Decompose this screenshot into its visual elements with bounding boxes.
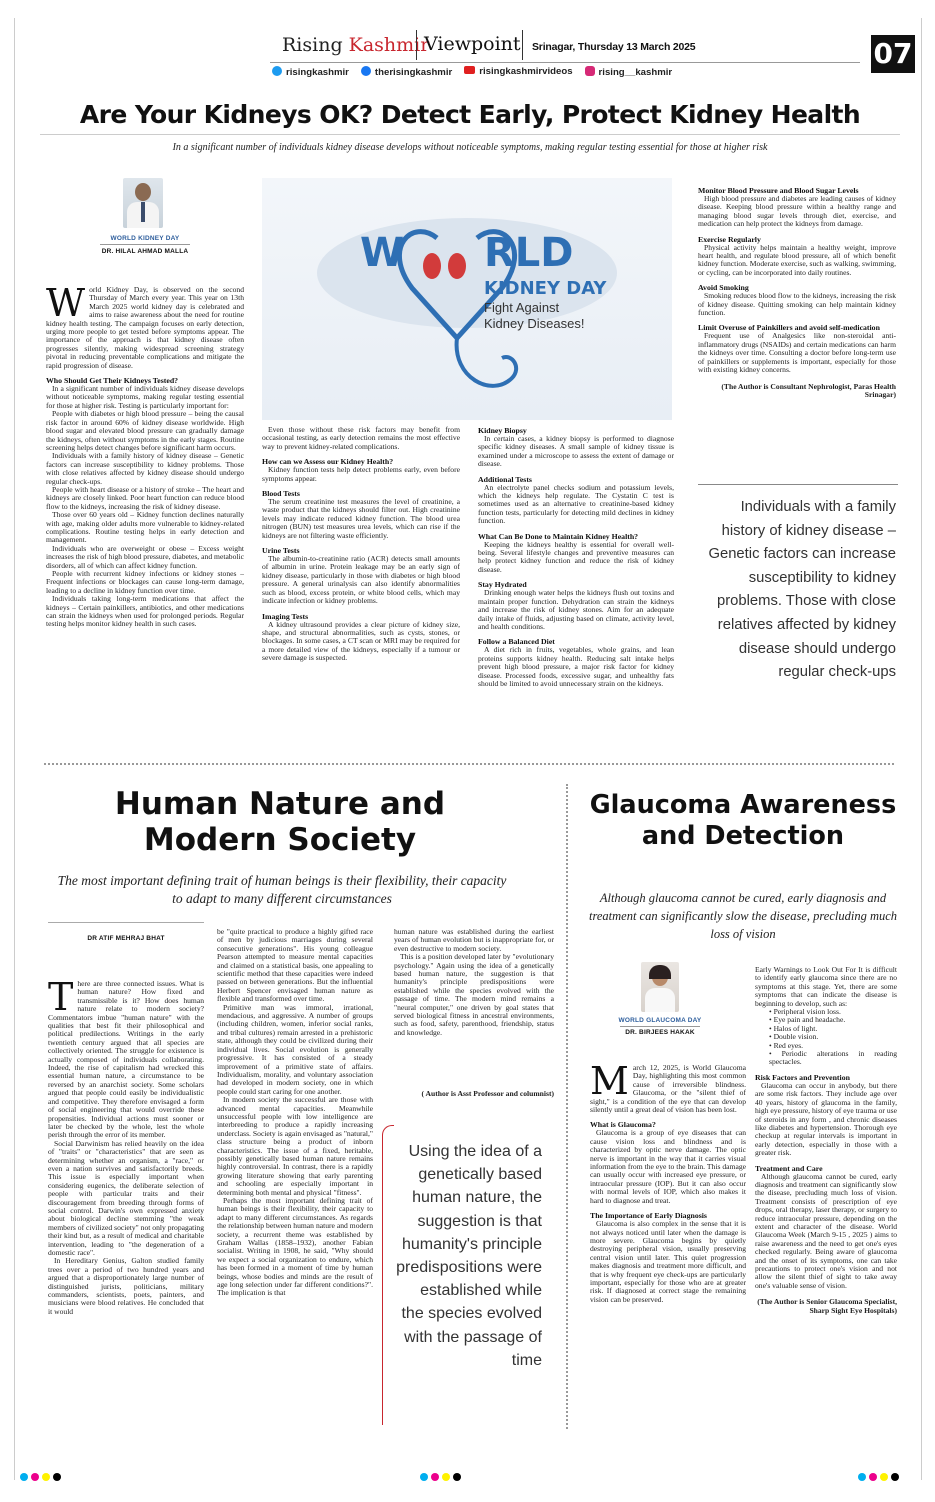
kidney-headline: Are Your Kidneys OK? Detect Early, Protect Kidney Health	[79, 100, 861, 129]
world-kidney-day-graphic	[262, 178, 672, 420]
facebook-icon	[361, 66, 371, 76]
list-item: • Peripheral vision loss.	[769, 1007, 841, 1017]
human-nature-col1-text: here are three connected issues. What is human nature? How fixed and transmissible is it? How does human nature relate to modern society? Commentators imbue "human nature" with the qualities that best fit their philosophical and political predilections. Writings in the early twentieth century argued that all species are collectively oriented. The struggle for existence is actually composed of individuals collaborating. Indeed, the rise of capitalism had wrecked this essential human nature, a circumstance to be reversed by an anarchist society. Some scholars argued that people could easily be individualistic and competitive. They therefore envisaged a form of social engineering that would override these propensities. Individual actions must sooner or later be checked by the whole, lest the whole perish through the error of its member. Social Darwinism has relied heavily on the idea of "traits" or "characteristics" that are seen as determining whether an organism, a "race," or even a nation survives and satisfactorily breeds. This issue is especially important when considering eugenics, the deliberate selection of people with particular traits and their discouragement from breeding through forms of social control. Darwin's own expressed anxiety about biological decline stemming "the weak members of civilized society" not only propagating their kind but, as a result of medical and charitable intervention, leading to "the degeneration of a domestic race". In Hereditary Genius, Galton studied family trees over a period of two hundred years and argued that a disproportionately large number of distinguished jurists, politicians, military commanders, scientists, poets, painters, and musicians were blood relatives. He concluded that it would	[48, 980, 204, 1316]
registration-marks-center	[420, 1466, 464, 1485]
brand-logo	[282, 34, 429, 56]
human-nature-col2-text: be "quite practical to produce a highly gifted race of men by judicious marriages during several consecutive generations". His young colleague Pearson attempted to measure mental capacities and claimed on a statistical basis, one appealing to scientific method that these capacities were indeed passed on between generations. But the influential Herbert Spencer envisaged human nature as flexible and transformed over time. Primitive man was immoral, irrational, mendacious, and aggressive. A number of groups (including children, women, inferior social ranks, and tribal cultures) remain arrested in a prehistoric state, although they could be civilized during their individual lives. Social evolution is generally progressive. It has consisted of a steady improvement of a primitive state of affairs. Individualism, morality, and voluntary association had developed in modern society, one in which people could start caring for one another. In modern society the successful are those with advanced mental capacities. Meanwhile unsuccessful people with low intelligence are interbreeding to produce a rapidly increasing underclass. Society is again envisaged as "natural," class structure being a product of inborn characteristics. The issue of a fixed, heritable, possibly genetically based human nature remains highly controversial. In contrast, there is a rapidly growing literature showing that early parenting and schooling are especially important in determining both mental and physical "fitness". Perhaps the most important defining trait of human beings is their flexibility, their capacity to adapt to many different circumstances. As regards the relationship between human nature and modern society, a recurrent theme was established by Graham Wallas (1858–1932), another Fabian socialist. Writing in 1908, he said, "Why should we expect a social organization to endure, which has been formed in a moment of time by human beings, whose bodies and minds are the result of age long selection under far different conditions?". The implication is that	[217, 928, 373, 1298]
masthead-divider	[416, 30, 417, 60]
human-nature-author: DR ATIF MEHRAJ BHAT	[87, 935, 165, 942]
kidney-column-3: Kidney Biopsy In certain cases, a kidney biopsy is performed to diagnose specific kidney diseases. A small sample of kidney tissue is examined under a microscope to assess the extent of damage or disease. Additional Tests An electrolyte panel checks sodium and potassium levels, which the kidneys help regulate. The Cystatin C test is sometimes used as an alternative to creatinine-based kidney function tests, particularly for detecting mild declines in kidney function. What Can Be Done to Maintain Kidney Health? Keeping the kidneys healthy is essential for overall well-being. Several lifestyle changes and preventive measures can help protect kidney function and reduce the risk of kidney disease. Stay Hydrated Drinking enough water helps the kidneys flush out toxins and maintain proper function. Dehydration can strain the kidneys and increase the risk of kidney stones. Aim for an adequate daily intake of fluids, adjusting based on climate, activity level, and health conditions. Follow a Balanced Diet A diet rich in fruits, vegetables, whole grains, and lean proteins supports kidney health. Reducing salt intake helps prevent high blood pressure, a major risk factor for kidney disease. Processed foods, excessive sugar, and unhealthy fats should be limited to avoid unnecessary strain on the kidneys.	[478, 426, 674, 688]
graphic-svg	[262, 178, 672, 420]
social-instagram[interactable]: rising__kashmir	[585, 66, 673, 78]
kidney-column-1: W orld Kidney Day, is observed on the second Thursday of March every year. This year on 13th March 2025 world kidney day is celebrated and aims to raise awareness about the need for routine kidney health testing. The campaign focuses on early detection, urging more people to get tested before symptoms appear. The importance of the approach is that kidney disease often progresses silently, making widespread screening strategy pivotal in reducing preventable complications and mitigate the rapid progression of disease. Who Should Get Their Kidneys Tested? In a significant number of individuals kidney disease develops without noticeable symptoms, making regular testing essential for those at higher risk. Testing is particularly important for: People with diabetes or high blood pressure – being the causal risk factor in around 60% of kidney disease worldwide. High blood sugar and elevated blood pressure can gradually damage the kidneys, often without symptoms in the early stages. Routine screening helps detect changes before significant harm occurs. Individuals with a family history of kidney disease – Genetic factors can increase susceptibility to kidney problems. Those with close relatives affected by kidney disease should undergo regular check-ups. People with heart disease or a history of stroke – The heart and kidneys are closely linked. Poor heart function can reduce blood flow to the kidneys, increasing the risk of kidney disease. Those over 60 years old – Kidney function declines naturally with age, making older adults more vulnerable to kidney-related complications. Routine testing helps in early detection and management. Individuals who are overweight or obese – Excess weight increases the risk of high blood pressure, diabetes, and metabolic disorders, all of which can affect kidney function. People with recurrent kidney infections or kidney stones – Frequent infections or blockages can cause long-term damage, leading to a decline in kidney function over time. Individuals taking long-term medications that affect the kidneys – Certain painkillers, antibiotics, and other medications can strain the kidneys when used for prolonged periods. Regular testing helps monitor kidney health in such cases.	[46, 286, 244, 629]
kidney-kicker: WORLD KIDNEY DAY	[110, 235, 180, 242]
kidney-credit: (The Author is Consultant Nephrologist, Paras Health Srinagar)	[721, 381, 896, 399]
column-divider	[566, 784, 568, 1429]
kidney-pullquote: Individuals with a family history of kidney disease – Genetic factors can increase susceptibility to kidney problems. Those with close relatives affected by kidney disease should undergo regular check-ups	[708, 499, 896, 681]
pullquote-rule	[698, 484, 898, 485]
registration-marks-right	[858, 1466, 902, 1485]
section-title: Viewpoint	[424, 33, 521, 55]
human-nature-pullquote: Using the idea of a genetically based human nature, the suggestion is that humanity's principle predispositions were established while the species evolved with the passage of time	[396, 1143, 542, 1369]
brand-rising: Rising	[282, 34, 343, 56]
human-nature-column-3	[394, 928, 554, 1078]
social-facebook[interactable]: therisingkashmir	[361, 66, 452, 78]
list-item: • Eye pain and headache.	[769, 1015, 846, 1025]
registration-marks-left	[20, 1466, 64, 1485]
heading-who-should-test: Who Should Get Their Kidneys Tested?	[46, 376, 179, 386]
glaucoma-column-1: M arch 12, 2025, is World Glaucoma Day, highlighting this most common cause of irreversible blindness. Glaucoma, or the "silent thief of sight," is a condition of the eye that can develop silently until a great deal of vision has been lost. What is Glaucoma? Glaucoma is a group of eye diseases that can cause vision loss and blindness and is characterized by optic nerve damage. The optic nerve is important in the way that it carries visual information from the eye to the brain. This damage can usually occur with increased eye pressure, or intraocular pressure (IOP). But it can also occur with normal levels of IOP, which also makes it hard to diagnose and treat. The Importance of Early Diagnosis Glaucoma is also complex in the sense that it is not always noticed until later when the damage is more severe. Glaucoma begins by quietly destroying peripheral vision, usually preserving central vision until later. This quiet progression makes diagnosis and treatment more difficult, and that is why frequent eye check-ups are particularly important, especially for those who are at greater risk. If diagnosed at correct stage the remaining vision can be preserved.	[590, 1064, 746, 1304]
kidney-icon-left	[423, 253, 441, 279]
graphic-rld: RLD	[484, 230, 574, 276]
glaucoma-deck: Although glaucoma cannot be cured, early diagnosis and treatment can significantly slow the disease, precluding much loss of vision	[588, 891, 898, 941]
rule	[100, 244, 190, 245]
masthead-divider-2	[522, 30, 523, 60]
glaucoma-kicker: WORLD GLAUCOMA DAY	[618, 1017, 702, 1024]
dropcap-m: M	[590, 1064, 629, 1103]
glaucoma-headline: Glaucoma Awareness and Detection	[589, 790, 897, 851]
list-item: • Halos of light.	[769, 1023, 818, 1033]
dropcap-w: W	[46, 286, 86, 325]
glaucoma-column-2: Early Warnings to Look Out For It is difficult to identify early glaucoma since there are no symptoms at this stage. Yet, there are some symptoms that can indicate the disease is beginning to develop, such as: • Peripheral vision loss. • Eye pain and headache. • Halos of light. • Double vision. • Red eyes. • Periodic alterations in reading spectacles. Risk Factors and Prevention Glaucoma can occur in anybody, but there are some risk factors. They include age over 40 years, history of glaucoma in the family, high eye pressure, history of eye trauma or use of steroids in any form , and chronic diseases like diabetes and hypertension. Thorough eye checkup at regular intervals is important in early detection, especially in those with a greater risk. Treatment and Care Although glaucoma cannot be cured, early diagnosis and treatment can significantly slow the disease, precluding much loss of vision. Treatment consists of prescription of eye drops, oral therapy, laser therapy, or surgery to reduce intraocular pressure, depending on the extent and character of the disease. World Glaucoma Week (March 9-15 , 2025 ) aims to raise awareness and the need to get one's eyes checked regularly. Being aware of glaucoma and the onset of its symptoms, one can take precautions to protect one's vision and not allow the silent thief of sight to take away one's valuable sense of vision. (The Author is Senior Glaucoma Specialist, Sharp Sight Eye Hospitals)	[755, 966, 897, 1315]
social-twitter[interactable]: risingkashmir	[272, 66, 349, 78]
twitter-icon	[272, 66, 282, 76]
crop-mark-left	[14, 18, 15, 1480]
kidney-column-4: Monitor Blood Pressure and Blood Sugar Levels High blood pressure and diabetes are leading causes of kidney disease. Keeping blood pressure within a healthy range and managing blood sugar levels through diet, exercise, and medication can help protect the kidneys from damage. Exercise Regularly Physical activity helps maintain a healthy weight, improve heart health, and regulate blood pressure, all of which benefit kidney function. Moderate exercise, such as walking, swimming, or cycling, can be incorporated into daily routines. Avoid Smoking Smoking reduces blood flow to the kidneys, increasing the risk of kidney disease. Quitting smoking can help maintain kidney function. Limit Overuse of Painkillers and avoid self-medication Frequent use of Analgesics like non-steroidal anti-inflammatory drugs (NSAIDs) and certain medications can harm the kidneys over time. Consulting a doctor before long-term use of painkillers or supplements is important, especially for those with existing kidney concerns. (The Author is Consultant Nephrologist, Paras Health Srinagar)	[698, 186, 896, 399]
symptom-list	[755, 1008, 897, 1067]
glaucoma-credit: (The Author is Senior Glaucoma Specialist, Sharp Sight Eye Hospitals)	[757, 1297, 897, 1315]
youtube-icon	[464, 66, 475, 74]
masthead-rule	[270, 62, 860, 63]
human-nature-headline: Human Nature and Modern Society	[114, 786, 446, 858]
crop-mark-right	[921, 18, 922, 1480]
kidney-icon-right	[448, 253, 466, 279]
list-item: • Double vision.	[769, 1032, 819, 1042]
graphic-fight: Fight Against	[484, 300, 560, 315]
issue-date: Srinagar, Thursday 13 March 2025	[532, 41, 696, 53]
kidney-column-2: Even those without these risk factors may benefit from occasional testing, as early detection remains the most effective way to prevent kidney-related complications. How can we Assess our Kidney Health? Kidney function tests help detect problems early, even before symptoms appear. Blood Tests The serum creatinine test measures the level of creatinine, a waste product that the kidneys should filter out. High creatinine levels may indicate reduced kidney function. The blood urea nitrogen (BUN) test measures urea levels, which can rise if the kidneys are not filtering waste efficiently. Urine Tests The albumin-to-creatinine ratio (ACR) detects small amounts of albumin in urine. Protein leakage may be an early sign of kidney disease, particularly in those with diabetes or high blood pressure. A general urinalysis can also identify abnormalities such as blood, excess protein, or white blood cells, which may indicate infection or kidney problems. Imaging Tests A kidney ultrasound provides a clear picture of kidney size, shape, and structural abnormalities, such as cysts, stones, or blockages. In some cases, a CT scan or MRI may be required for a more detailed view of the kidneys, especially if a tumour or severe damage is suspected.	[262, 426, 460, 663]
author-photo-hakak	[641, 962, 679, 1012]
social-youtube[interactable]: risingkashmirvideos	[464, 66, 572, 78]
kidney-author: DR. HILAL AHMAD MALLA	[101, 248, 189, 255]
graphic-kidney-diseases: Kidney Diseases!	[484, 316, 585, 331]
rule	[620, 1026, 700, 1027]
graphic-kidney-day: KIDNEY DAY	[484, 278, 607, 299]
rule	[48, 922, 204, 923]
human-nature-credit: ( Author is Asst Professor and columnist)	[421, 1089, 554, 1098]
brand-kashmir: Kashmir	[348, 34, 430, 56]
rule	[40, 134, 900, 135]
pullquote-bracket	[382, 1125, 394, 1425]
author-photo-malla	[123, 178, 163, 228]
graphic-w: W	[360, 230, 405, 276]
instagram-icon	[585, 66, 595, 76]
list-item: • Red eyes.	[769, 1040, 804, 1050]
kidney-intro: orld Kidney Day, is observed on the second Thursday of March every year. This year on 13th March 2025 world kidney day is celebrated and aims to raise awareness about the need for routine kidney health testing. The campaign focuses on early detection, urging more people to get tested before symptoms appear. The importance of the approach is that kidney disease often progresses silently, making widespread screening strategy pivotal in reducing preventable complications and mitigate the rapid progression of disease.	[46, 286, 244, 370]
human-nature-column-1	[48, 980, 204, 1430]
glaucoma-author: DR. BIRJEES HAKAK	[625, 1029, 695, 1036]
dropcap-t: T	[48, 980, 74, 1019]
list-item: • Periodic alterations in reading spectacles.	[769, 1049, 897, 1067]
human-nature-col3-text: human nature was established during the earliest years of human evolution but is inappropriate for, or even destructive to modern society. This is a position developed later by "evolutionary psychology." Again using the idea of a genetically based human nature, the suggestion is that humanity's principle predispositions were established while the species evolved with the passage of time. The modern mind remains a "neural computer," one driven by goal states that served biological fitness in ancestral environments, such as food, safety, parenthood, friendship, status and knowledge.	[394, 928, 554, 1037]
human-nature-deck: The most important defining trait of human beings is their flexibility, their capacity to adapt to many different circumstances	[57, 873, 507, 906]
human-nature-column-2	[217, 928, 373, 1430]
kidney-deck: In a significant number of individuals kidney disease develops without noticeable symptoms, making regular testing essential for those at higher risk	[172, 142, 768, 153]
section-separator	[44, 763, 894, 765]
page-number: 07	[871, 35, 915, 73]
social-bar	[272, 66, 672, 78]
